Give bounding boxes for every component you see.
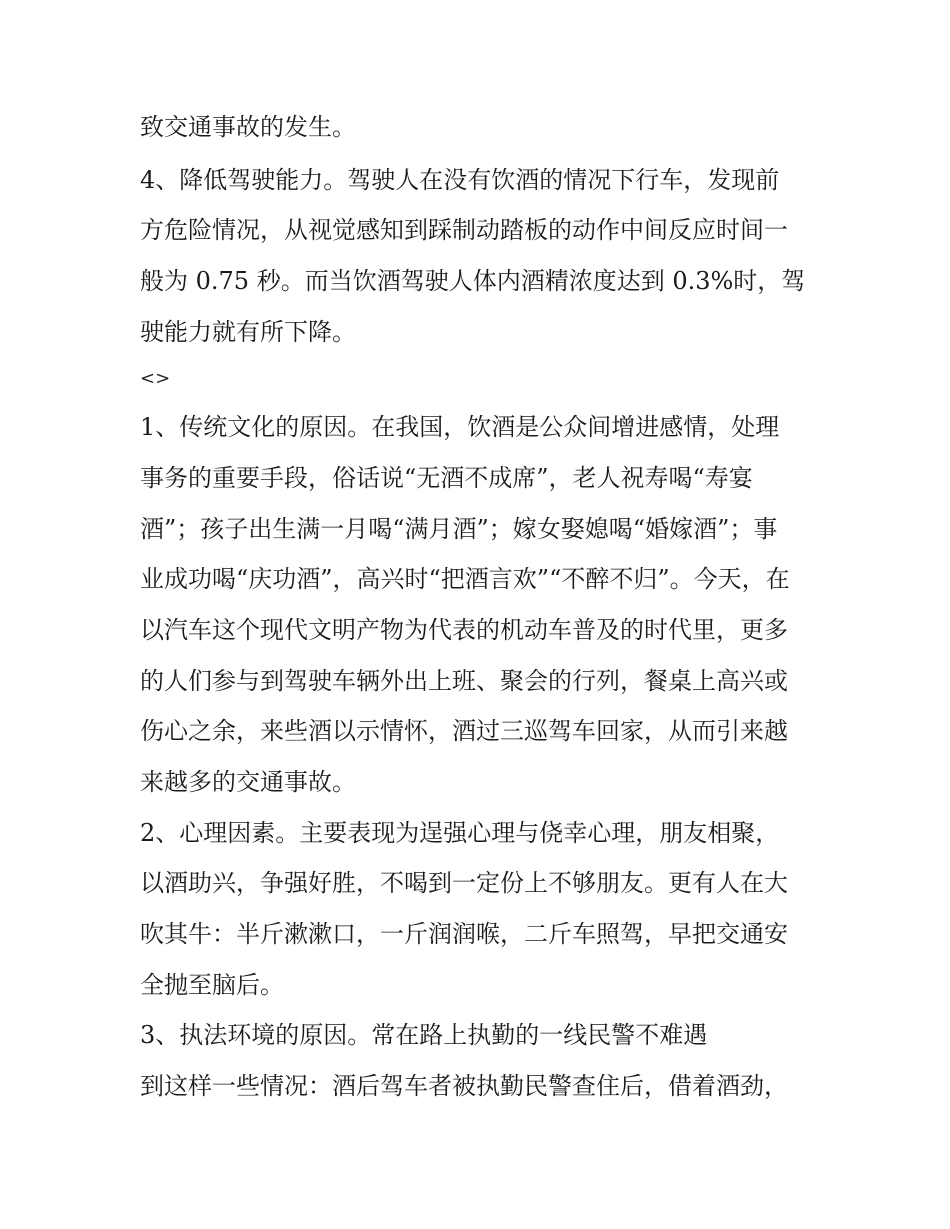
text-line: 的人们参与到驾驶车辆外出上班、聚会的行列，餐桌上高兴或 [140,667,788,695]
text-line: 致交通事故的发生。 [140,113,356,141]
text-line: 驶能力就有所下降。 [140,318,356,346]
text-line: 到这样一些情况：酒后驾车者被执勤民警查住后，借着酒劲， [140,1072,788,1100]
text-line: 方危险情况，从视觉感知到踩制动踏板的动作中间反应时间一 [140,216,788,244]
text-line: 全抛至脑后。 [140,971,284,999]
text-line: 吹其牛：半斤漱漱口，一斤润润喉，二斤车照驾，早把交通安 [140,920,788,948]
text-line: <> [140,368,171,389]
text-line: 业成功喝“庆功酒”，高兴时“把酒言欢”“不醉不归”。今天，在 [140,565,790,593]
text-line: 来越多的交通事故。 [140,768,356,796]
text-line: 酒”；孩子出生满一月喝“满月酒”；嫁女娶媳喝“婚嫁酒”；事 [140,515,778,543]
text-line: 以酒助兴，争强好胜，不喝到一定份上不够朋友。更有人在大 [140,869,788,897]
text-line: 事务的重要手段，俗话说“无酒不成席”，老人祝寿喝“寿宴 [140,464,753,492]
text-line: 以汽车这个现代文明产物为代表的机动车普及的时代里，更多 [140,616,788,644]
text-line: 1、传统文化的原因。在我国，饮酒是公众间增进感情，处理 [140,413,780,441]
text-line: 4、降低驾驶能力。驾驶人在没有饮酒的情况下行车，发现前 [140,166,780,194]
text-line: 般为 0.75 秒。而当饮酒驾驶人体内酒精浓度达到 0.3%时，驾 [140,267,806,295]
text-line: 3、执法环境的原因。常在路上执勤的一线民警不难遇 [140,1021,708,1049]
text-line: 伤心之余，来些酒以示情怀，酒过三巡驾车回家，从而引来越 [140,717,788,745]
text-line: 2、心理因素。主要表现为逞强心理与侥幸心理，朋友相聚， [140,819,780,847]
